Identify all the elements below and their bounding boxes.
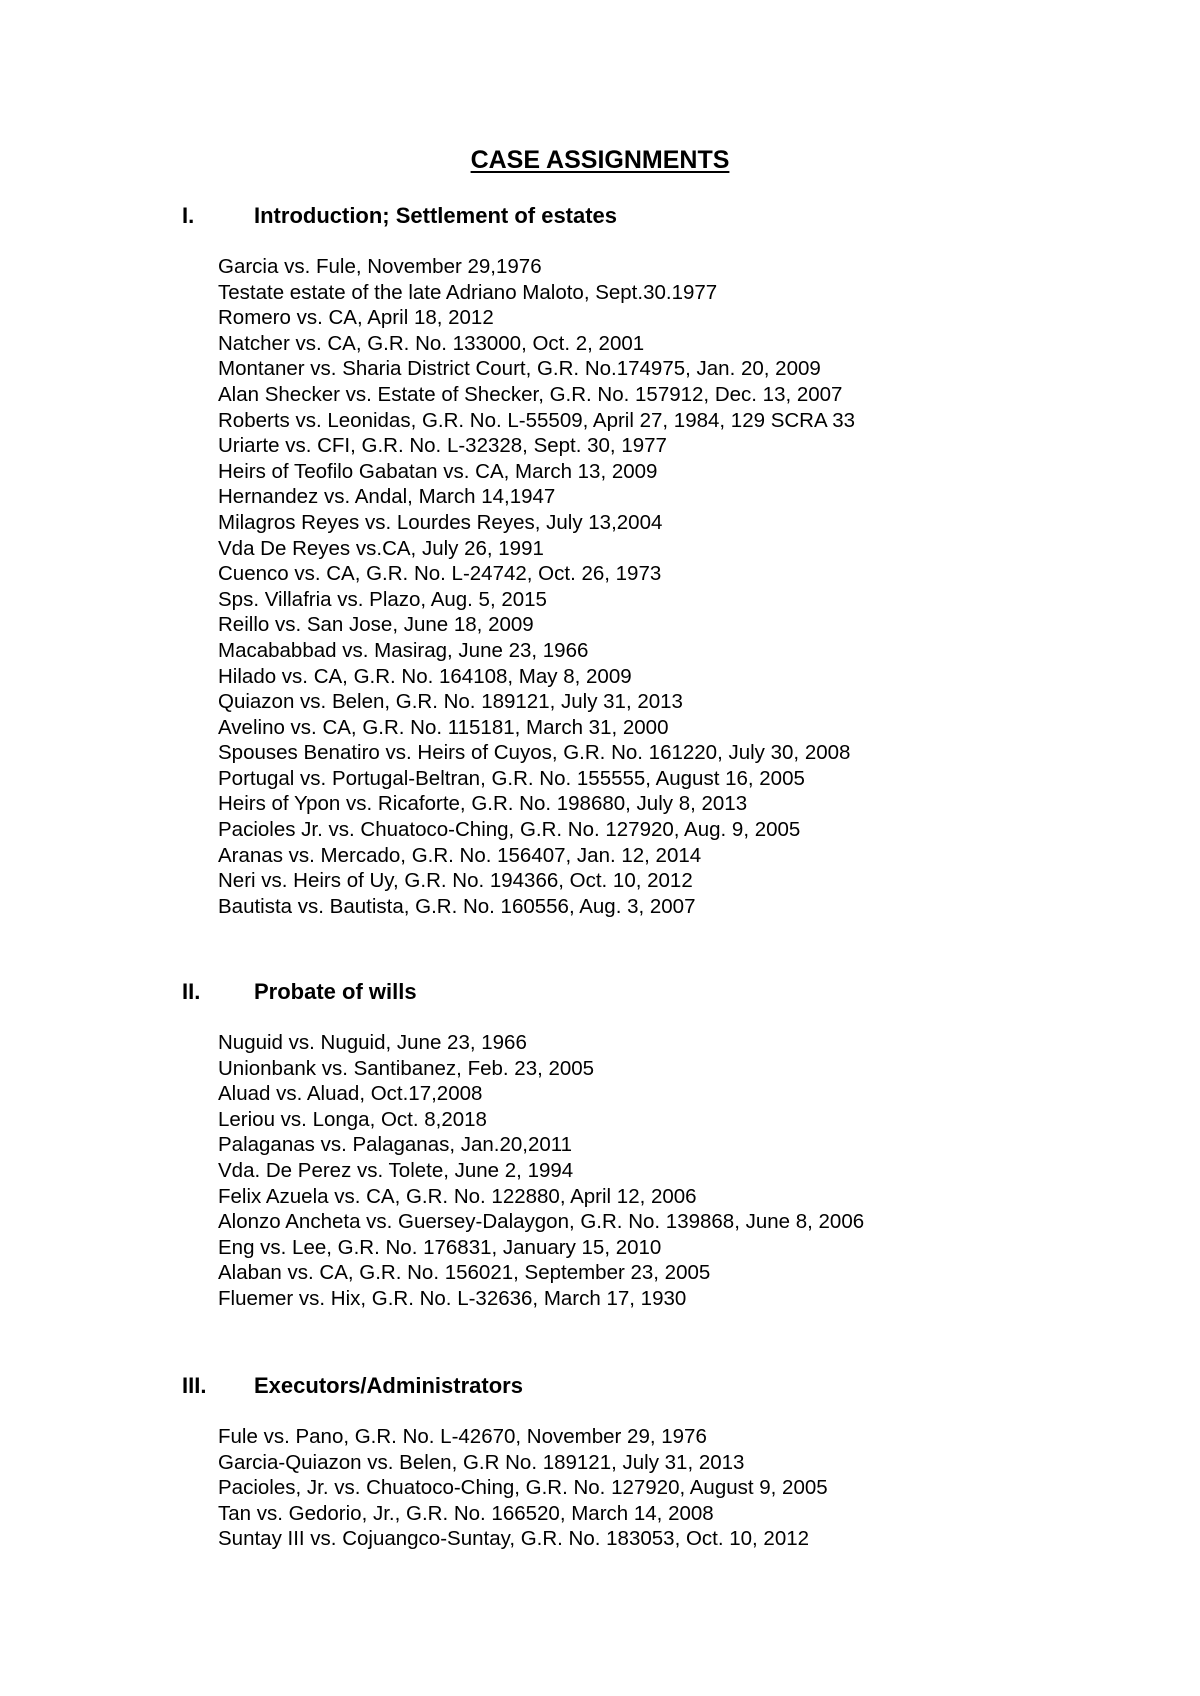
case-item: Eng vs. Lee, G.R. No. 176831, January 15, 2010 (218, 1235, 662, 1259)
section-executors-administrators (0, 1371, 1200, 1551)
case-item: Portugal vs. Portugal-Beltran, G.R. No. 155555, August 16, 2005 (218, 766, 805, 790)
case-item: Avelino vs. CA, G.R. No. 115181, March 31, 2000 (218, 715, 669, 739)
case-list (218, 254, 855, 919)
section-title: Introduction; Settlement of estates (254, 203, 618, 228)
section-heading (0, 1371, 1200, 1401)
case-item: Palaganas vs. Palaganas, Jan.20,2011 (218, 1133, 573, 1157)
case-item: Garcia-Quiazon vs. Belen, G.R No. 189121, July 31, 2013 (218, 1450, 745, 1474)
section-probate-of-wills (0, 977, 1200, 1310)
section-title: Probate of wills (254, 979, 417, 1004)
case-item: Heirs of Teofilo Gabatan vs. CA, March 13, 2009 (218, 459, 658, 483)
case-item: Reillo vs. San Jose, June 18, 2009 (218, 613, 534, 637)
case-item: Hilado vs. CA, G.R. No. 164108, May 8, 2009 (218, 664, 632, 688)
case-item: Cuenco vs. CA, G.R. No. L-24742, Oct. 26, 1973 (218, 562, 662, 586)
document-title: CASE ASSIGNMENTS (470, 146, 730, 174)
case-item: Montaner vs. Sharia District Court, G.R. No.174975, Jan. 20, 2009 (218, 357, 821, 381)
section-settlement-of-estates (0, 201, 1200, 918)
case-item: Quiazon vs. Belen, G.R. No. 189121, July 31, 2013 (218, 690, 683, 714)
case-item: Spouses Benatiro vs. Heirs of Cuyos, G.R. No. 161220, July 30, 2008 (218, 741, 851, 765)
case-item: Sps. Villafria vs. Plazo, Aug. 5, 2015 (218, 587, 547, 611)
case-list (218, 1030, 864, 1312)
case-item: Fule vs. Pano, G.R. No. L-42670, November 29, 1976 (218, 1425, 707, 1448)
case-item: Milagros Reyes vs. Lourdes Reyes, July 13,2004 (218, 510, 663, 534)
case-item: Heirs of Ypon vs. Ricaforte, G.R. No. 198680, July 8, 2013 (218, 792, 748, 816)
case-item: Roberts vs. Leonidas, G.R. No. L-55509, April 27, 1984, 129 SCRA 33 (218, 408, 856, 432)
case-item: Aluad vs. Aluad, Oct.17,2008 (218, 1082, 483, 1106)
case-item: Nuguid vs. Nuguid, June 23, 1966 (218, 1031, 527, 1054)
case-item: Romero vs. CA, April 18, 2012 (218, 306, 494, 330)
case-item: Vda. De Perez vs. Tolete, June 2, 1994 (218, 1158, 574, 1182)
case-item: Testate estate of the late Adriano Maloto, Sept.30.1977 (218, 280, 718, 304)
case-item: Aranas vs. Mercado, G.R. No. 156407, Jan. 12, 2014 (218, 843, 702, 867)
case-item: Natcher vs. CA, G.R. No. 133000, Oct. 2, 2001 (218, 331, 645, 355)
case-item: Leriou vs. Longa, Oct. 8,2018 (218, 1107, 487, 1131)
section-numeral: II. (182, 979, 201, 1004)
case-item: Alonzo Ancheta vs. Guersey-Dalaygon, G.R. No. 139868, June 8, 2006 (218, 1210, 865, 1234)
case-item: Pacioles, Jr. vs. Chuatoco-Ching, G.R. No. 127920, August 9, 2005 (218, 1476, 828, 1500)
case-item: Pacioles Jr. vs. Chuatoco-Ching, G.R. No. 127920, Aug. 9, 2005 (218, 818, 801, 842)
case-item: Unionbank vs. Santibanez, Feb. 23, 2005 (218, 1056, 595, 1080)
case-item: Vda De Reyes vs.CA, July 26, 1991 (218, 536, 544, 560)
case-item: Suntay III vs. Cojuangco-Suntay, G.R. No. 183053, Oct. 10, 2012 (218, 1527, 810, 1551)
section-title: Executors/Administrators (254, 1373, 523, 1398)
case-item: Neri vs. Heirs of Uy, G.R. No. 194366, Oct. 10, 2012 (218, 869, 693, 893)
case-item: Garcia vs. Fule, November 29,1976 (218, 255, 542, 278)
case-item: Hernandez vs. Andal, March 14,1947 (218, 485, 556, 509)
section-numeral: I. (182, 203, 195, 228)
case-item: Macababbad vs. Masirag, June 23, 1966 (218, 638, 589, 662)
case-item: Alaban vs. CA, G.R. No. 156021, September 23, 2005 (218, 1261, 711, 1285)
section-heading (0, 977, 1200, 1007)
section-heading (0, 201, 1200, 231)
case-item: Uriarte vs. CFI, G.R. No. L-32328, Sept. 30, 1977 (218, 434, 667, 458)
case-item: Alan Shecker vs. Estate of Shecker, G.R. No. 157912, Dec. 13, 2007 (218, 382, 843, 406)
case-item: Bautista vs. Bautista, G.R. No. 160556, Aug. 3, 2007 (218, 894, 696, 918)
case-item: Felix Azuela vs. CA, G.R. No. 122880, April 12, 2006 (218, 1184, 697, 1208)
section-numeral: III. (182, 1373, 207, 1398)
case-item: Fluemer vs. Hix, G.R. No. L-32636, March 17, 1930 (218, 1286, 687, 1310)
case-item: Tan vs. Gedorio, Jr., G.R. No. 166520, March 14, 2008 (218, 1501, 714, 1525)
case-list (218, 1424, 828, 1552)
